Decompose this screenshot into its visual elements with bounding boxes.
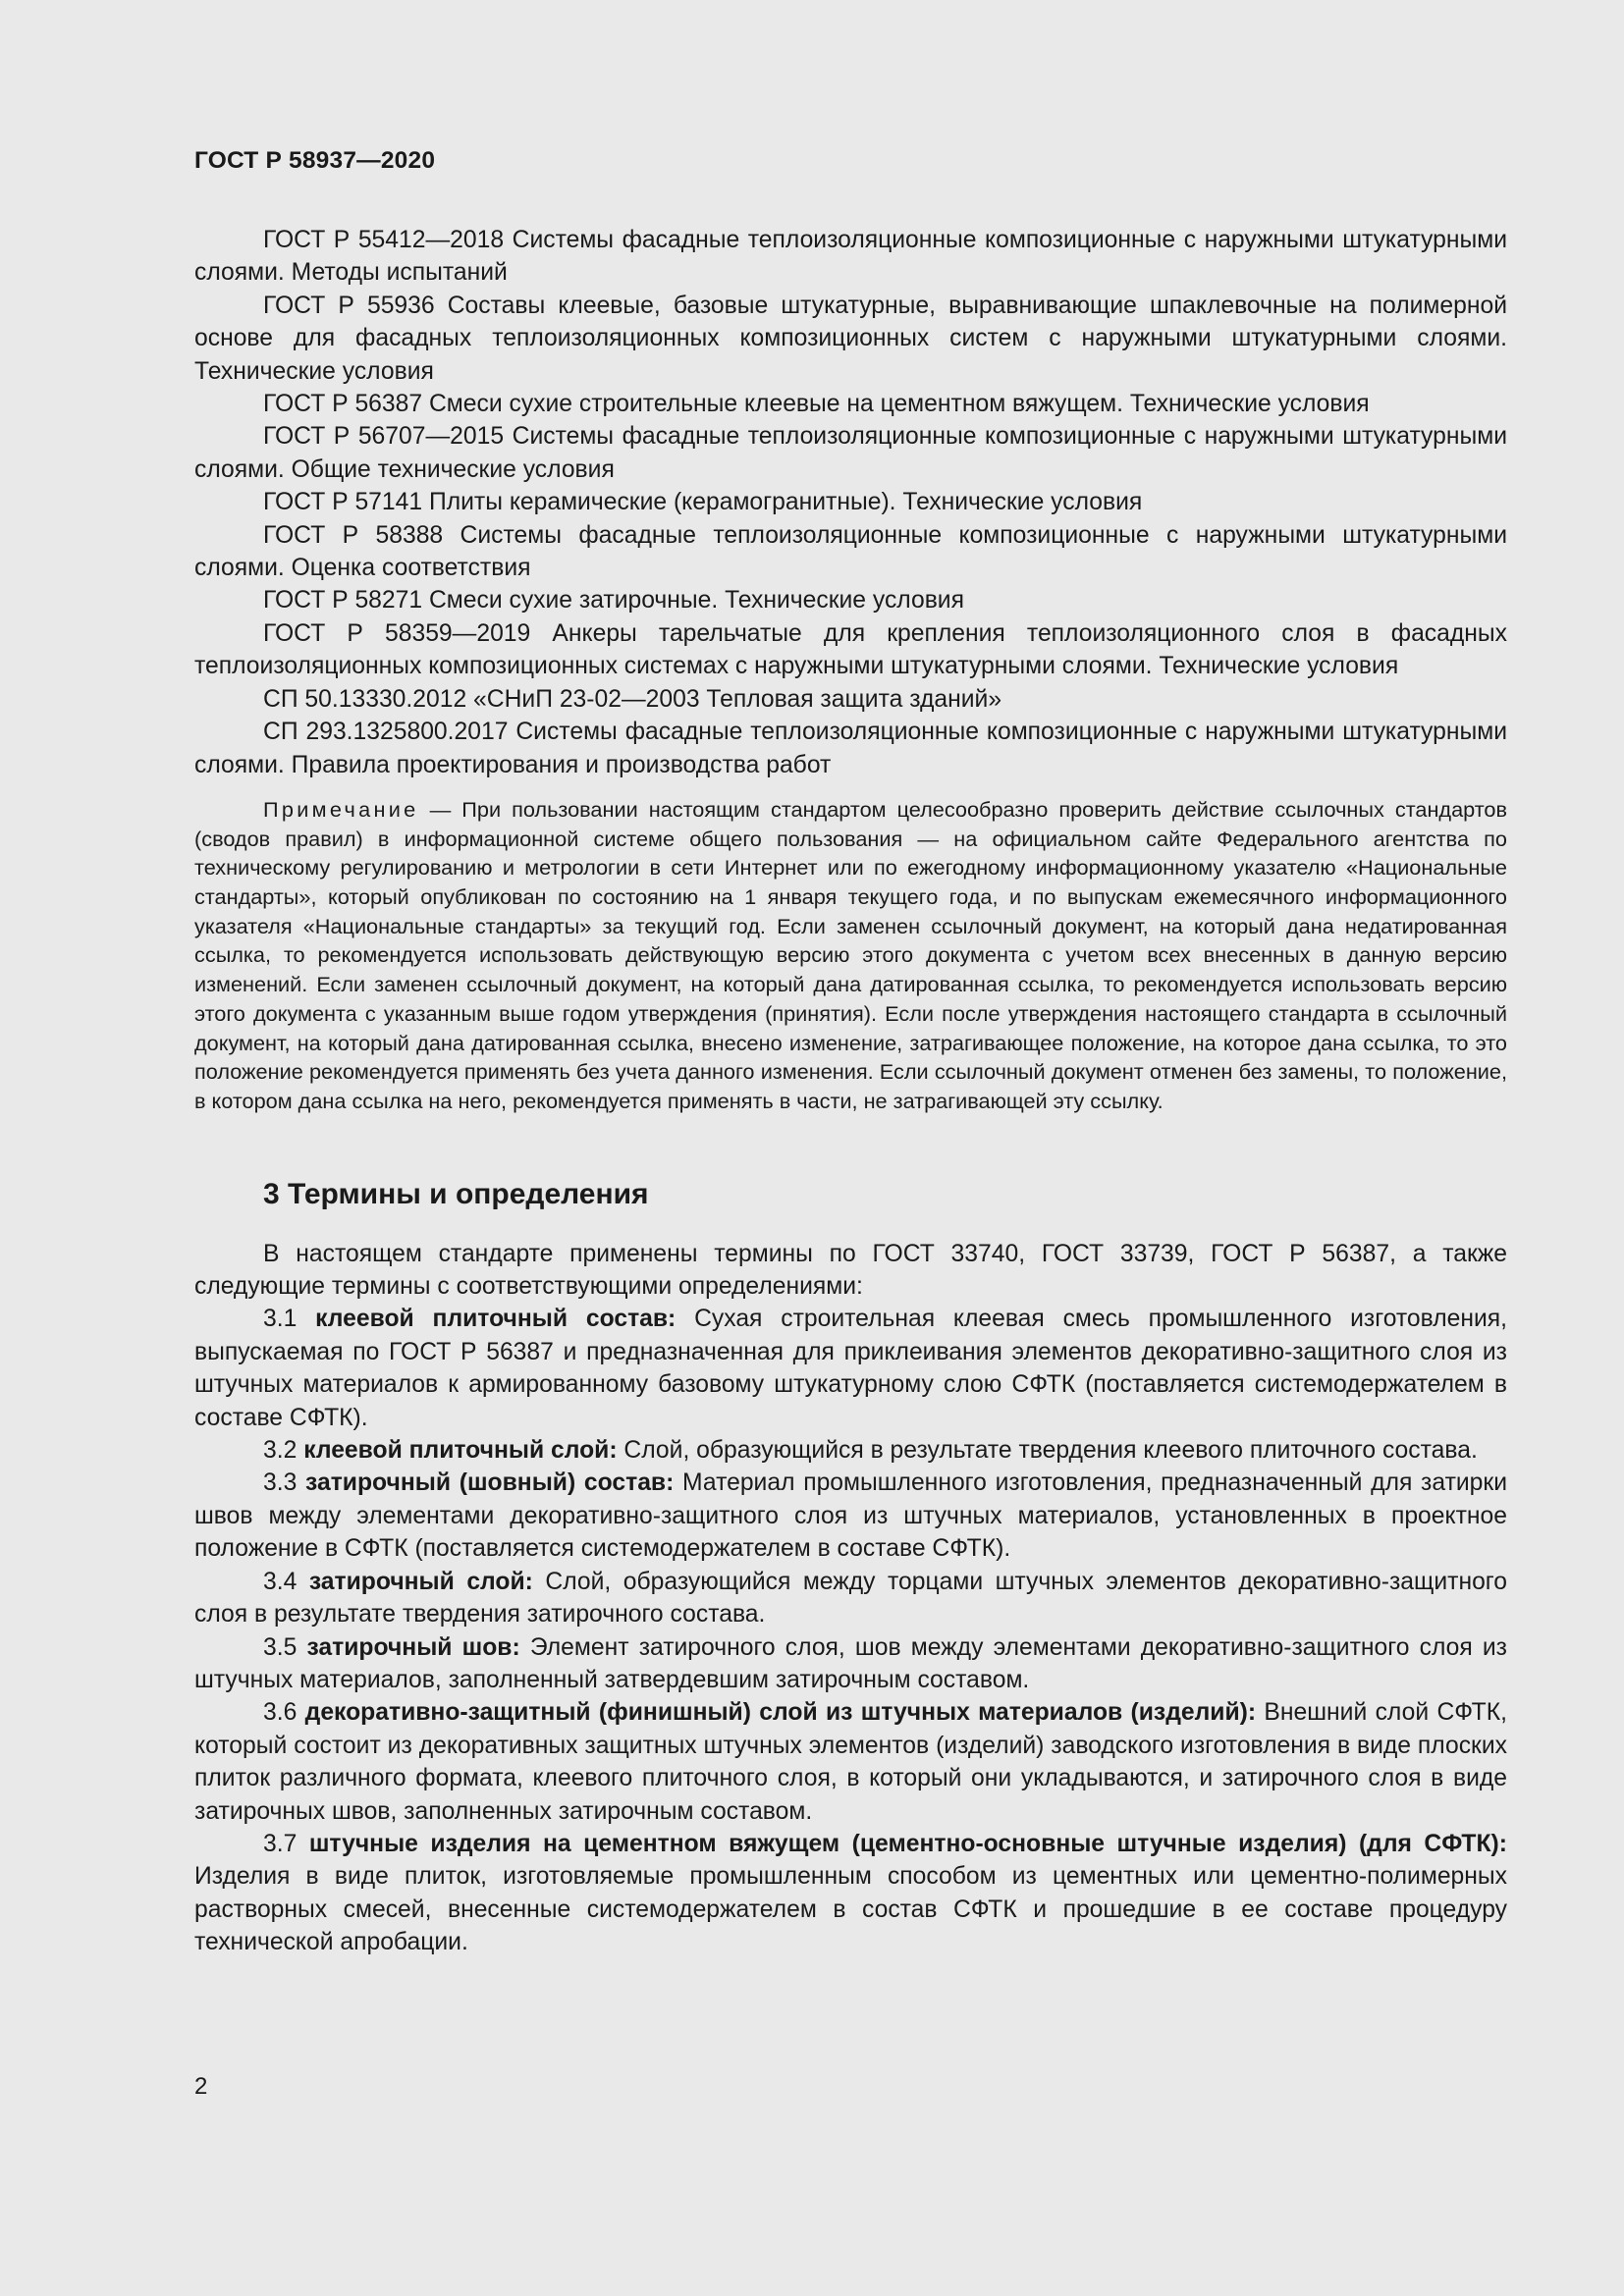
document-header: ГОСТ Р 58937—2020 [194,147,436,174]
reference-item: ГОСТ Р 56387 Смеси сухие строительные клеевые на цементном вяжущем. Технические условия [263,391,1370,418]
reference-item: ГОСТ Р 57141 Плиты керамические (керамогранитные). Технические условия [263,489,1143,516]
section-intro: В настоящем стандарте применены термины по ГОСТ 33740, ГОСТ 33739, ГОСТ Р 56387, а также следующие термины с соответствующими определениями: [194,1240,1507,1301]
page-content [194,224,1507,1959]
reference-item: СП 293.1325800.2017 Системы фасадные теплоизоляционные композиционные с наружными штукатурными слоями. Правила проектирования и производства работ [194,719,1507,778]
term-name: затирочный слой: [308,1568,533,1595]
reference-item: ГОСТ Р 58388 Системы фасадные теплоизоляционные композиционные с наружными штукатурными слоями. Оценка соответствия [194,521,1507,582]
reference-item: ГОСТ Р 56707—2015 Системы фасадные теплоизоляционные композиционные с наружными штукатурными слоями. Общие технические условия [194,423,1507,483]
term-definition [194,1303,1507,1434]
reference-item: ГОСТ Р 55936 Составы клеевые, базовые штукатурные, выравнивающие шпаклевочные на полимерной основе для фасадных теплоизоляционных композиционных систем с наружными штукатурными слоями. Технические условия [194,292,1507,385]
term-text: Внешний слой СФТК, который состоит из декоративных защитных штучных элементов (изделий) заводского изготовления в виде плоских плиток различного формата, клеевого плиточного слоя, в который они укладываются, и затирочного слоя в виде затирочных швов, заполненных затирочным составом. [194,1699,1507,1825]
term-name: клеевой плиточный слой: [303,1437,618,1465]
term-name: клеевой плиточный состав: [315,1306,677,1333]
term-number: 3.4 [263,1568,309,1595]
reference-item: ГОСТ Р 58359—2019 Анкеры тарельчатые для крепления теплоизоляционного слоя в фасадных теплоизоляционных композиционных системах с наружными штукатурными слоями. Технические условия [194,619,1507,680]
term-name: затирочный (шовный) состав: [305,1469,675,1497]
term-name: затирочный шов: [306,1633,520,1661]
note-label: Примечание [263,796,419,822]
term-text: Материал промышленного изготовления, предназначенный для затирки швов между элементами декоративно-защитного слоя из штучных материалов, установленных в проектное положение в СФТК (поставляется системодержателем в составе СФТК). [194,1469,1507,1563]
reference-item: ГОСТ Р 58271 Смеси сухие затирочные. Технические условия [263,587,964,614]
term-text: Сухая строительная клеевая смесь промышленного изготовления, выпускаемая по ГОСТ Р 56387 и предназначенная для приклеивания элементов декоративно-защитного слоя из штучных материалов к армированному базовому штукатурному слою СФТК (поставляется системодержателем в составе СФТК). [194,1306,1507,1431]
term-definition [194,1631,1507,1697]
note-text: — При пользовании настоящим стандартом целесообразно проверить действие ссылочных стандартов (сводов правил) в информационной системе общего пользования — на официальном сайте Федерального агентства по техническому регулированию и метрологии в сети Интернет или по ежегодному информационному указателю «Национальные стандарты», который опубликован по состоянию на 1 января текущего года, и по выпускам ежемесячного информационного указателя «Национальные стандарты» за текущий год. Если заменен ссылочный документ, на который дана недатированная ссылка, то рекомендуется использовать действующую версию этого документа с учетом всех внесенных в данную версию изменений. Если заменен ссылочный документ, на который дана датированная ссылка, то рекомендуется использовать версию этого документа с указанным выше годом утверждения (принятия). Если после утверждения настоящего стандарта в ссылочный документ, на который дана датированная ссылка, внесено изменение, затрагивающее положение, на которое дана ссылка, то это положение рекомендуется применять без учета данного изменения. Если ссылочный документ отменен без замены, то положение, в котором дана ссылка на него, рекомендуется применять в части, не затрагивающей эту ссылку. [194,796,1507,1113]
term-name: штучные изделия на цементном вяжущем (цементно-основные штучные изделия) (для СФТК): [308,1830,1507,1857]
note-paragraph [194,795,1507,1116]
term-number: 3.6 [263,1699,305,1727]
term-name: декоративно-защитный (финишный) слой из штучных материалов (изделий): [304,1699,1257,1727]
term-definition [194,1566,1507,1631]
term-text: Слой, образующийся между торцами штучных элементов декоративно-защитного слоя в результате твердения затирочного состава. [194,1568,1508,1629]
term-definition [194,1696,1507,1828]
term-number: 3.1 [263,1306,316,1333]
term-number: 3.3 [263,1469,306,1497]
section-title: 3 Термины и определения [263,1177,649,1210]
term-text: Элемент затирочного слоя, шов между элементами декоративно-защитного слоя из штучных материалов, заполненный затвердевшим затирочным составом. [194,1633,1507,1693]
reference-item: ГОСТ Р 55412—2018 Системы фасадные теплоизоляционные композиционные с наружными штукатурными слоями. Методы испытаний [194,227,1507,287]
term-number: 3.5 [263,1633,307,1661]
reference-item: СП 50.13330.2012 «СНиП 23-02—2003 Тепловая защита зданий» [263,685,1002,713]
term-number: 3.2 [263,1437,304,1465]
page-number: 2 [194,2073,208,2100]
term-definition [194,1434,1507,1467]
term-text: Изделия в виде плиток, изготовляемые промышленным способом из цементных или цементно-полимерных растворных смесей, внесенные системодержателем в состав СФТК и прошедшие в ее составе процедуру технической апробации. [194,1863,1507,1956]
term-text: Слой, образующийся в результате твердения клеевого плиточного состава. [617,1437,1478,1465]
term-definition [194,1467,1507,1565]
term-number: 3.7 [263,1830,309,1857]
term-definition [194,1828,1507,1959]
